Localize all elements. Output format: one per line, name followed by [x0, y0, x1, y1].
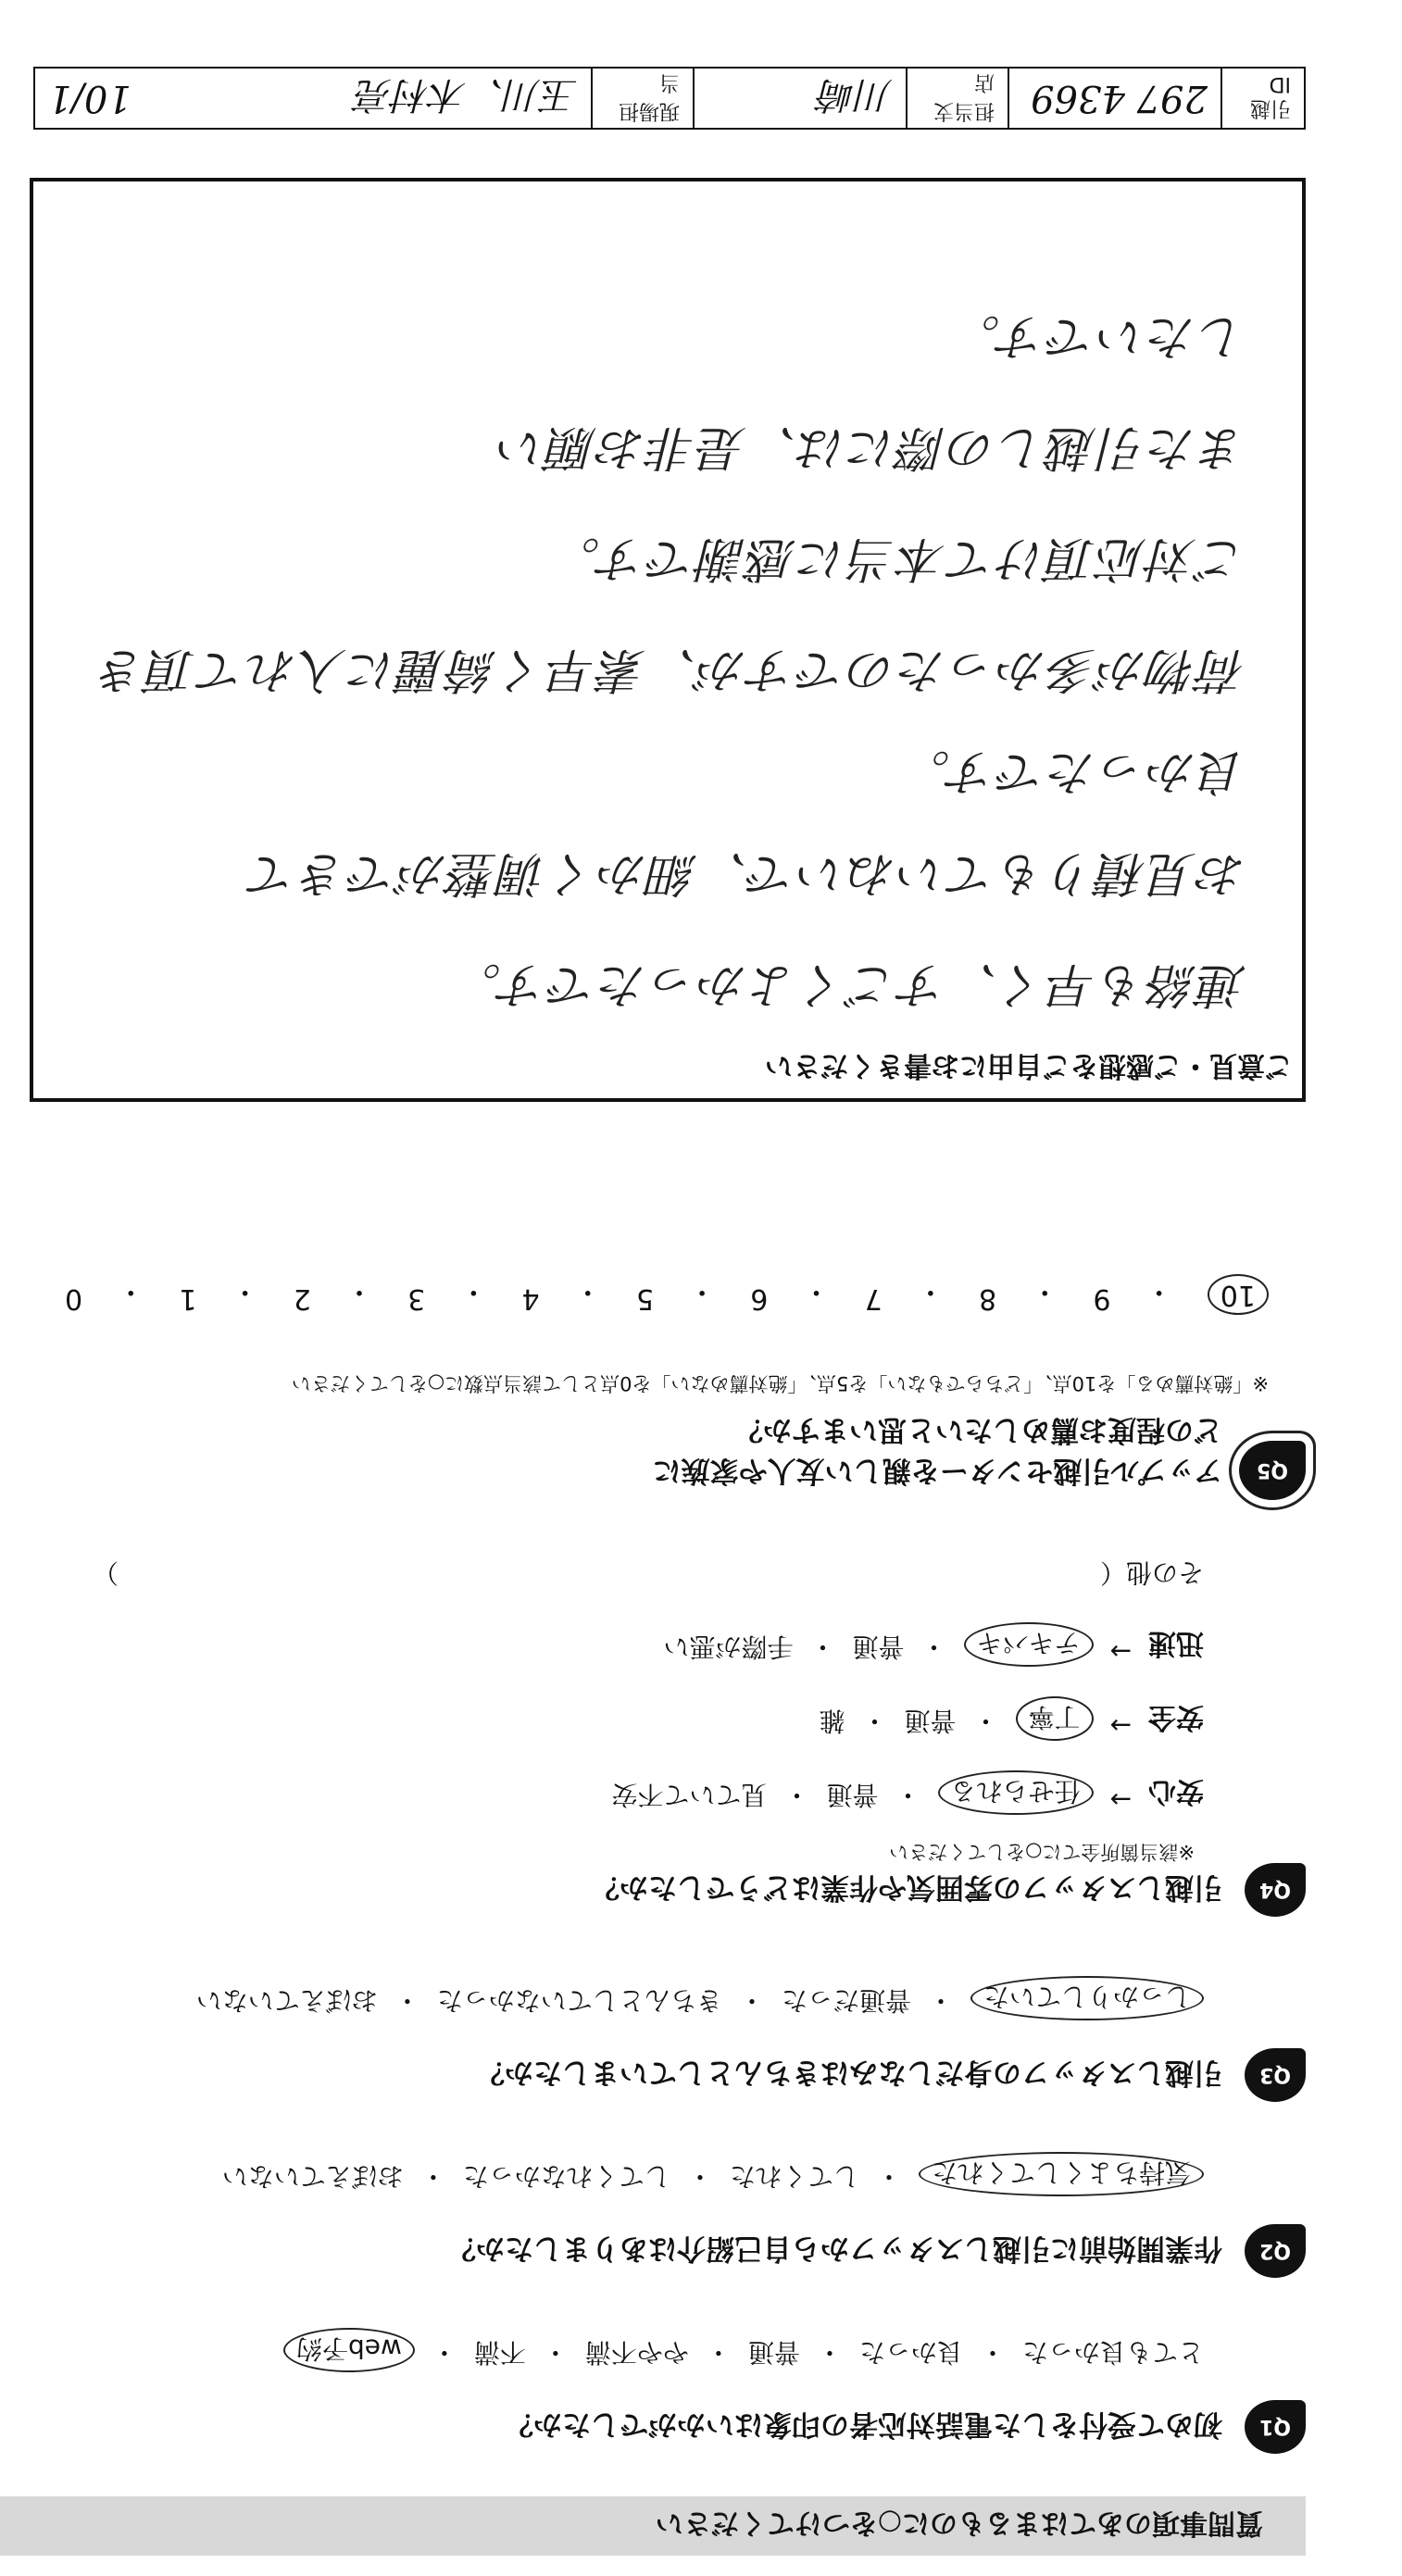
q3-option[interactable]: おぼえていない [195, 1985, 378, 2016]
comment-title: ご意見・ご感想をご自由にお書きください [765, 1049, 1293, 1082]
q4-option-selected[interactable]: 丁寧 [1016, 1696, 1094, 1741]
q2-text: 作業開始前に引越しスタッフから自己紹介はありましたか？ [447, 2232, 1222, 2265]
q5-scale: 10 ・ 9 ・ 8 ・ 7 ・ 6 ・ 5 ・ 4 ・ 3 ・ 2 ・ 1 ・ 0 [65, 1274, 1269, 1315]
q5-score[interactable]: 9 [1093, 1282, 1111, 1315]
question-5 [37, 1194, 1306, 1500]
q4-option[interactable]: 見ていて不安 [611, 1780, 768, 1810]
q5-score[interactable]: 1 [179, 1282, 197, 1315]
q3-options: しっかりしていた ・ 普通だった ・ きちんとしていなかった ・ おぼえていない [196, 1976, 1204, 2020]
q5-note: ※「絶対薦める」を10点、「どちらでもない」を5点、「絶対薦めない」を0点として該当点数に○をしてください [291, 1372, 1269, 1394]
q4-row-label: 安全 [1148, 1701, 1204, 1733]
q5-score-selected[interactable]: 10 [1208, 1274, 1269, 1315]
comment-line: 荷物が多かったのですが、素早く綺麗に入れて頂き [95, 642, 1246, 697]
date-value: 10/1 [48, 77, 131, 119]
question-2 [37, 2139, 1306, 2278]
q5-score[interactable]: 2 [293, 1282, 311, 1315]
q3-option[interactable]: きちんとしていなかった [436, 1985, 722, 2016]
footer-info-row [33, 67, 1306, 130]
q4-note: ※該当箇所全てに○をしてください [889, 1841, 1195, 1863]
q1-badge: Q1 [1245, 2400, 1306, 2454]
comment-line: したいです。 [950, 308, 1246, 364]
comment-line: ご対応頂けて本当に感謝です。 [550, 531, 1246, 586]
id-value-cell [1008, 69, 1220, 128]
q5-score[interactable]: 8 [979, 1282, 997, 1315]
comment-box[interactable] [30, 178, 1306, 1102]
q2-badge: Q2 [1245, 2224, 1306, 2278]
q4-option[interactable]: 普通 [826, 1780, 879, 1810]
q5-score[interactable]: 3 [407, 1282, 426, 1315]
comment-line: 良かったです。 [900, 744, 1246, 799]
q1-text: 初めて受付をした電話対応者の印象はいかがでしたか？ [505, 2407, 1222, 2441]
branch-label-cell [906, 69, 1008, 128]
comment-line: また引越しの際には、是非お願い [495, 419, 1246, 475]
q4-option-selected[interactable]: テキパキ [964, 1622, 1094, 1667]
q5-badge: Q5 [1239, 1441, 1306, 1500]
q3-option-selected[interactable]: しっかりしていた [970, 1976, 1204, 2020]
q3-badge: Q3 [1245, 2048, 1306, 2102]
q2-option[interactable]: してくれた [729, 2161, 859, 2192]
q4-text: 引越しスタッフの雰囲気や作業はどうでしたか？ [591, 1870, 1222, 1904]
q2-option[interactable]: おぼえていない [221, 2161, 404, 2192]
q1-options: とても良かった ・ 良かった ・ 普通 ・ やや不満 ・ 不満 ・ web予約 [283, 2328, 1204, 2372]
question-3 [37, 1963, 1306, 2102]
q3-option[interactable]: 普通だった [781, 1985, 911, 2016]
q4-badge: Q4 [1245, 1863, 1306, 1917]
branch-label: 担当支店 [933, 70, 995, 122]
q4-option[interactable]: 普通 [852, 1632, 905, 1662]
q2-option[interactable]: してくれなかった [462, 2161, 670, 2192]
q4-row-label: 安心 [1148, 1775, 1204, 1807]
q1-option[interactable]: 普通 [747, 2337, 800, 2368]
staff-label: 現場担当 [618, 70, 680, 122]
q4-row-label: 迅速 [1148, 1627, 1204, 1659]
q4-other-row [93, 1556, 1204, 1593]
q2-option-selected[interactable]: 気持ちよくしてくれた [919, 2152, 1204, 2196]
q4-other-close: ） [93, 1557, 119, 1588]
id-label-cell [1220, 69, 1304, 128]
q5-text-line2: どの程度お薦めしたいと思いますか？ [734, 1413, 1222, 1446]
id-label: 引越ID [1249, 72, 1291, 119]
q4-row-anshin: 安心 → 任せられる ・ 普通 ・ 見ていて不安 [611, 1770, 1204, 1815]
instruction-bar: 質問事項のあてはまるものに○をつけてください [0, 2496, 1306, 2556]
q5-score[interactable]: 7 [864, 1282, 883, 1315]
q4-other-label: その他（ [1099, 1557, 1204, 1588]
branch-value: 川崎 [819, 73, 893, 117]
q4-option[interactable]: 手際が悪い [663, 1632, 794, 1662]
q2-options: 気持ちよくしてくれた ・ してくれた ・ してくれなかった ・ おぼえていない [222, 2152, 1204, 2196]
q5-score[interactable]: 6 [750, 1282, 769, 1315]
q4-option[interactable]: 普通 [904, 1706, 957, 1736]
survey-card-rotated [28, 19, 1324, 2556]
staff-value: 玉川、木村亮 [356, 73, 578, 117]
q1-option[interactable]: 不満 [473, 2337, 526, 2368]
staff-label-cell [591, 69, 693, 128]
q4-row-jinsoku: 迅速 → テキパキ ・ 普通 ・ 手際が悪い [663, 1622, 1204, 1667]
staff-value-cell [35, 69, 591, 128]
q4-option[interactable]: 雑 [819, 1706, 845, 1736]
id-value: 297 4369 [1031, 77, 1208, 119]
q1-option-selected[interactable]: web予約 [283, 2328, 415, 2372]
q5-score[interactable]: 5 [635, 1282, 655, 1315]
q1-option[interactable]: とても良かった [1021, 2337, 1204, 2368]
q4-option-selected[interactable]: 任せられる [938, 1770, 1094, 1815]
q1-option[interactable]: 良かった [858, 2337, 963, 2368]
comment-line: お見積りもていねいで、細かく调整ができて [247, 845, 1246, 901]
q5-score[interactable]: 0 [65, 1282, 83, 1315]
comment-line: 連絡も早く、すごくよかったです。 [451, 957, 1246, 1012]
question-4 [37, 1528, 1306, 1917]
q1-option[interactable]: やや不満 [584, 2337, 689, 2368]
branch-value-cell [693, 69, 906, 128]
q3-text: 引越しスタッフの身だしなみはきちんとしていましたか？ [476, 2056, 1222, 2089]
q5-score[interactable]: 4 [521, 1282, 540, 1315]
question-1 [37, 2315, 1306, 2454]
q5-text-line1: アップル引越センターを親しい友人や家族に [652, 1454, 1222, 1487]
q4-row-anzen: 安全 → 丁寧 ・ 普通 ・ 雑 [819, 1696, 1204, 1741]
